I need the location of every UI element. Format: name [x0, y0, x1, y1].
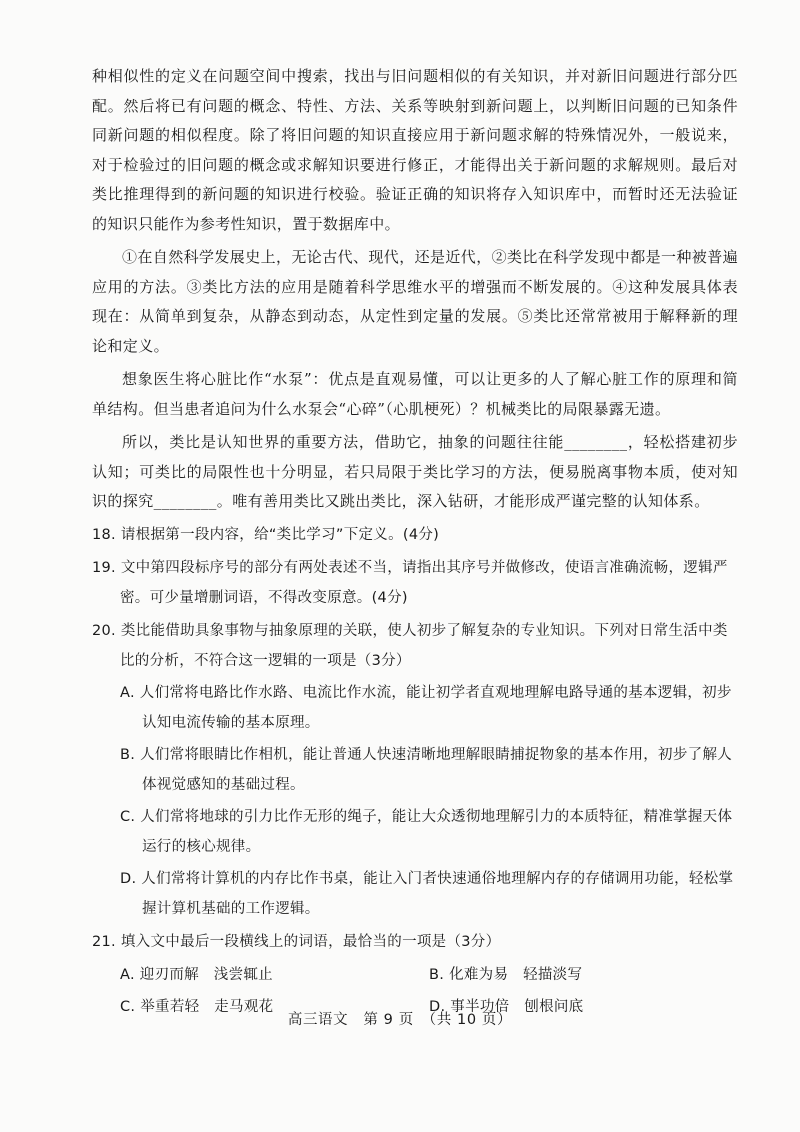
passage-paragraph-2: ①在自然科学发展史上，无论古代、现代，还是近代，②类比在科学发现中都是一种被普遍应用的方法。③类比方法的应用是随着科学思维水平的增强而不断发展的。④这种发展具体表现在：从简单到复杂，从静态到动态，从定性到定量的发展。⑤类比还常常被用于解释新的理论和定义。 [92, 248, 739, 355]
question-21-option-a: A. 迎刃而解 浅尝辄止 [120, 966, 273, 983]
page-footer: 高三语文 第 9 页 （共 10 页） [287, 1012, 513, 1028]
question-20-stem: 20. 类比能借助具象事物与抽象原理的关联，使人初步了解复杂的专业知识。下列对日常生活中类比的分析，不符合这一逻辑的一项是（3分） [92, 623, 728, 669]
question-21-stem: 21. 填入文中最后一段横线上的词语，最恰当的一项是（3分） [92, 934, 501, 950]
question-21-options-row-1 [120, 961, 738, 991]
question-20-option-d: D. 人们常将计算机的内存比作书桌，能让入门者快速通俗地理解内存的存储调用功能，轻松掌握计算机基础的工作逻辑。 [120, 871, 734, 917]
question-20-option-a: A. 人们常将电路比作水路、电流比作水流，能让初学者直观地理解电路导通的基本逻辑，初步认知电流传输的基本原理。 [120, 685, 732, 731]
question-21-option-c: C. 举重若轻 走马观花 [120, 999, 274, 1015]
question-21-option-b: B. 化难为易 轻描淡写 [429, 966, 583, 983]
question-21-option-d: D. 事半功倍 刨根问底 [429, 999, 584, 1015]
question-19: 19. 文中第四段标序号的部分有两处表述不当，请指出其序号并做修改，使语言准确流畅，逻辑严密。可少量增删词语，不得改变原意。(4分) [92, 560, 728, 606]
question-20-option-b: B. 人们常将眼睛比作相机，能让普通人快速清晰地理解眼睛捕捉物象的基本作用，初步了解人体视觉感知的基础过程。 [120, 747, 733, 793]
passage-paragraph-1: 种相似性的定义在问题空间中搜索，找出与旧问题相似的有关知识，并对新旧问题进行部分匹配。然后将已有问题的概念、特性、方法、关系等映射到新问题上，以判断旧问题的已知条件同新问题的相似程度。除了将旧问题的知识直接应用于新问题求解的特殊情况外，一般说来，对于检验过的旧问题的概念或求解知识要进行修正，才能得出关于新问题的求解规则。最后对类比推理得到的新问题的知识进行校验。验证正确的知识将存入知识库中，而暂时还无法验证的知识只能作为参考性知识，置于数据库中。 [92, 67, 738, 233]
question-20-option-c: C. 人们常将地球的引力比作无形的绳子，能让大众透彻地理解引力的本质特征，精准掌握天体运行的核心规律。 [120, 809, 733, 855]
passage-paragraph-3: 想象医生将心脏比作“水泵”：优点是直观易懂，可以让更多的人了解心脏工作的原理和简单结构。但当患者追问为什么水泵会“心碎”（心肌梗死）？机械类比的局限暴露无遗。 [92, 370, 738, 418]
question-18: 18. 请根据第一段内容，给“类比学习”下定义。(4分) [92, 526, 440, 543]
passage-paragraph-4: 所以，类比是认知世界的重要方法，借助它，抽象的问题往往能________，轻松搭建初步认知；可类比的局限性也十分明显，若只局限于类比学习的方法，便易脱离事物本质，使对知识的探究________。唯有善用类比又跳出类比，深入钻研，才能形成严谨完整的认知体系。 [92, 433, 738, 510]
